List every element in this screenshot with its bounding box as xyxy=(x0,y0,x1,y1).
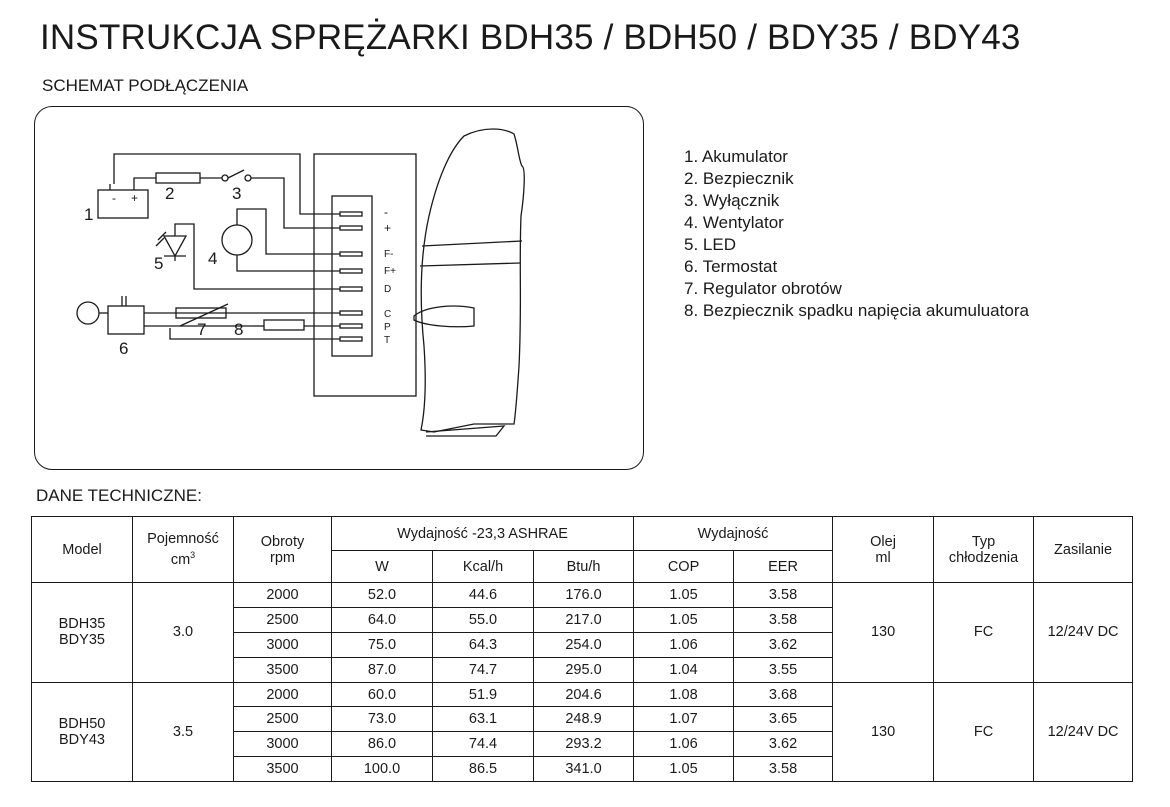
compressor-outline xyxy=(421,129,524,432)
header-efficiency: Wydajność xyxy=(634,517,833,551)
legend-item: 7. Regulator obrotów xyxy=(684,279,842,298)
cop-cell: 1.06 xyxy=(634,732,734,757)
kcal-cell: 74.4 xyxy=(433,732,534,757)
header-eer: EER xyxy=(734,551,833,583)
component-number: 8 xyxy=(234,320,244,339)
cooling-type-cell: FC xyxy=(934,583,1034,683)
terminal-pin xyxy=(340,212,362,216)
eer-cell: 3.58 xyxy=(734,757,833,782)
legend-item: 6. Termostat xyxy=(684,257,778,276)
cop-cell: 1.06 xyxy=(634,632,734,657)
technical-data-table xyxy=(31,516,1133,782)
wiring-schematic xyxy=(34,106,644,470)
component-number: 4 xyxy=(208,249,218,268)
btu-cell: 217.0 xyxy=(534,607,634,632)
btu-cell: 295.0 xyxy=(534,657,634,682)
header-cooling-capacity: Wydajność -23,3 ASHRAE xyxy=(332,517,634,551)
switch-contact xyxy=(245,175,251,181)
header-model: Model xyxy=(32,517,133,583)
kcal-cell: 44.6 xyxy=(433,583,534,608)
document-title: INSTRUKCJA SPRĘŻARKI BDH35 / BDH50 / BDY35 / BDY43 xyxy=(40,18,1021,57)
btu-cell: 176.0 xyxy=(534,583,634,608)
w-cell: 87.0 xyxy=(332,657,433,682)
terminal-label: F- xyxy=(384,249,394,260)
terminal-pin xyxy=(340,337,362,341)
btu-cell: 341.0 xyxy=(534,757,634,782)
component-legend xyxy=(684,146,1029,322)
legend-item: 1. Akumulator xyxy=(684,147,788,166)
terminal-pin xyxy=(340,311,362,315)
compressor-port xyxy=(414,306,474,327)
terminal-pin xyxy=(340,252,362,256)
eer-cell: 3.65 xyxy=(734,707,833,732)
terminal-label: F+ xyxy=(384,266,396,277)
fan-symbol xyxy=(222,225,252,255)
terminal-label: + xyxy=(384,221,392,235)
capacity-cell: 3.0 xyxy=(133,583,234,683)
cop-cell: 1.05 xyxy=(634,607,734,632)
terminal-label: D xyxy=(384,284,392,295)
terminal-pin xyxy=(340,226,362,230)
rpm-cell: 2500 xyxy=(234,707,332,732)
eer-cell: 3.58 xyxy=(734,583,833,608)
header-oil: Olej ml xyxy=(833,517,934,583)
cop-cell: 1.08 xyxy=(634,682,734,707)
model-cell: BDH50 BDY43 xyxy=(32,682,133,782)
header-cop: COP xyxy=(634,551,734,583)
switch-contact xyxy=(222,175,228,181)
kcal-cell: 63.1 xyxy=(433,707,534,732)
w-cell: 100.0 xyxy=(332,757,433,782)
component-number: 3 xyxy=(232,184,242,203)
terminal-label: C xyxy=(384,309,392,320)
kcal-cell: 86.5 xyxy=(433,757,534,782)
btu-cell: 204.6 xyxy=(534,682,634,707)
kcal-cell: 55.0 xyxy=(433,607,534,632)
legend-item: 3. Wyłącznik xyxy=(684,191,780,210)
terminal-strip xyxy=(332,196,372,356)
header-speed: Obroty rpm xyxy=(234,517,332,583)
terminal-pin xyxy=(340,287,362,291)
terminal-label: - xyxy=(384,205,388,219)
power-cell: 12/24V DC xyxy=(1034,583,1133,683)
eer-cell: 3.62 xyxy=(734,732,833,757)
w-cell: 52.0 xyxy=(332,583,433,608)
battery-minus-mark: - xyxy=(112,191,116,205)
component-number: 2 xyxy=(165,184,175,203)
rpm-cell: 2000 xyxy=(234,682,332,707)
btu-cell: 254.0 xyxy=(534,632,634,657)
eer-cell: 3.58 xyxy=(734,607,833,632)
btu-cell: 248.9 xyxy=(534,707,634,732)
thermostat-bulb xyxy=(77,302,99,324)
w-cell: 73.0 xyxy=(332,707,433,732)
eer-cell: 3.55 xyxy=(734,657,833,682)
rpm-cell: 2000 xyxy=(234,583,332,608)
battery-plus-mark: + xyxy=(131,191,139,205)
component-number: 7 xyxy=(197,320,207,339)
eer-cell: 3.62 xyxy=(734,632,833,657)
component-number: 5 xyxy=(154,254,164,273)
cooling-type-cell: FC xyxy=(934,682,1034,782)
legend-item: 2. Bezpiecznik xyxy=(684,169,794,188)
kcal-cell: 74.7 xyxy=(433,657,534,682)
led-symbol xyxy=(164,236,186,256)
oil-cell: 130 xyxy=(833,682,934,782)
rpm-cell: 3000 xyxy=(234,632,332,657)
cop-cell: 1.07 xyxy=(634,707,734,732)
legend-item: 4. Wentylator xyxy=(684,213,784,232)
table-row xyxy=(32,682,1133,707)
capacity-cell: 3.5 xyxy=(133,682,234,782)
legend-item: 5. LED xyxy=(684,235,736,254)
rpm-cell: 3500 xyxy=(234,657,332,682)
terminal-label: T xyxy=(384,335,391,346)
w-cell: 64.0 xyxy=(332,607,433,632)
power-cell: 12/24V DC xyxy=(1034,682,1133,782)
control-box xyxy=(314,154,416,396)
header-power: Zasilanie xyxy=(1034,517,1133,583)
oil-cell: 130 xyxy=(833,583,934,683)
rpm-cell: 2500 xyxy=(234,607,332,632)
component-number: 1 xyxy=(84,205,94,224)
schematic-heading: SCHEMAT PODŁĄCZENIA xyxy=(42,76,249,95)
rpm-cell: 3000 xyxy=(234,732,332,757)
w-cell: 60.0 xyxy=(332,682,433,707)
table-row xyxy=(32,583,1133,608)
kcal-cell: 51.9 xyxy=(433,682,534,707)
model-cell: BDH35 BDY35 xyxy=(32,583,133,683)
header-cooling-type: Typ chłodzenia xyxy=(934,517,1034,583)
header-kcal: Kcal/h xyxy=(433,551,534,583)
battery-symbol xyxy=(98,190,148,218)
cop-cell: 1.05 xyxy=(634,757,734,782)
terminal-pin xyxy=(340,324,362,328)
cop-cell: 1.05 xyxy=(634,583,734,608)
thermostat-body xyxy=(108,306,144,334)
header-capacity: Pojemność $cm^3$ xyxy=(133,517,234,583)
w-cell: 86.0 xyxy=(332,732,433,757)
terminal-label: P xyxy=(384,322,391,333)
header-btu: Btu/h xyxy=(534,551,634,583)
header-w: W xyxy=(332,551,433,583)
rpm-cell: 3500 xyxy=(234,757,332,782)
terminal-pin xyxy=(340,269,362,273)
specs-heading: DANE TECHNICZNE: xyxy=(36,486,202,505)
w-cell: 75.0 xyxy=(332,632,433,657)
fuse-symbol xyxy=(156,173,200,183)
btu-cell: 293.2 xyxy=(534,732,634,757)
cop-cell: 1.04 xyxy=(634,657,734,682)
component-number: 6 xyxy=(119,339,129,358)
kcal-cell: 64.3 xyxy=(433,632,534,657)
eer-cell: 3.68 xyxy=(734,682,833,707)
voltage-fuse xyxy=(264,320,304,330)
legend-item: 8. Bezpiecznik spadku napięcia akumuluatora xyxy=(684,301,1029,320)
